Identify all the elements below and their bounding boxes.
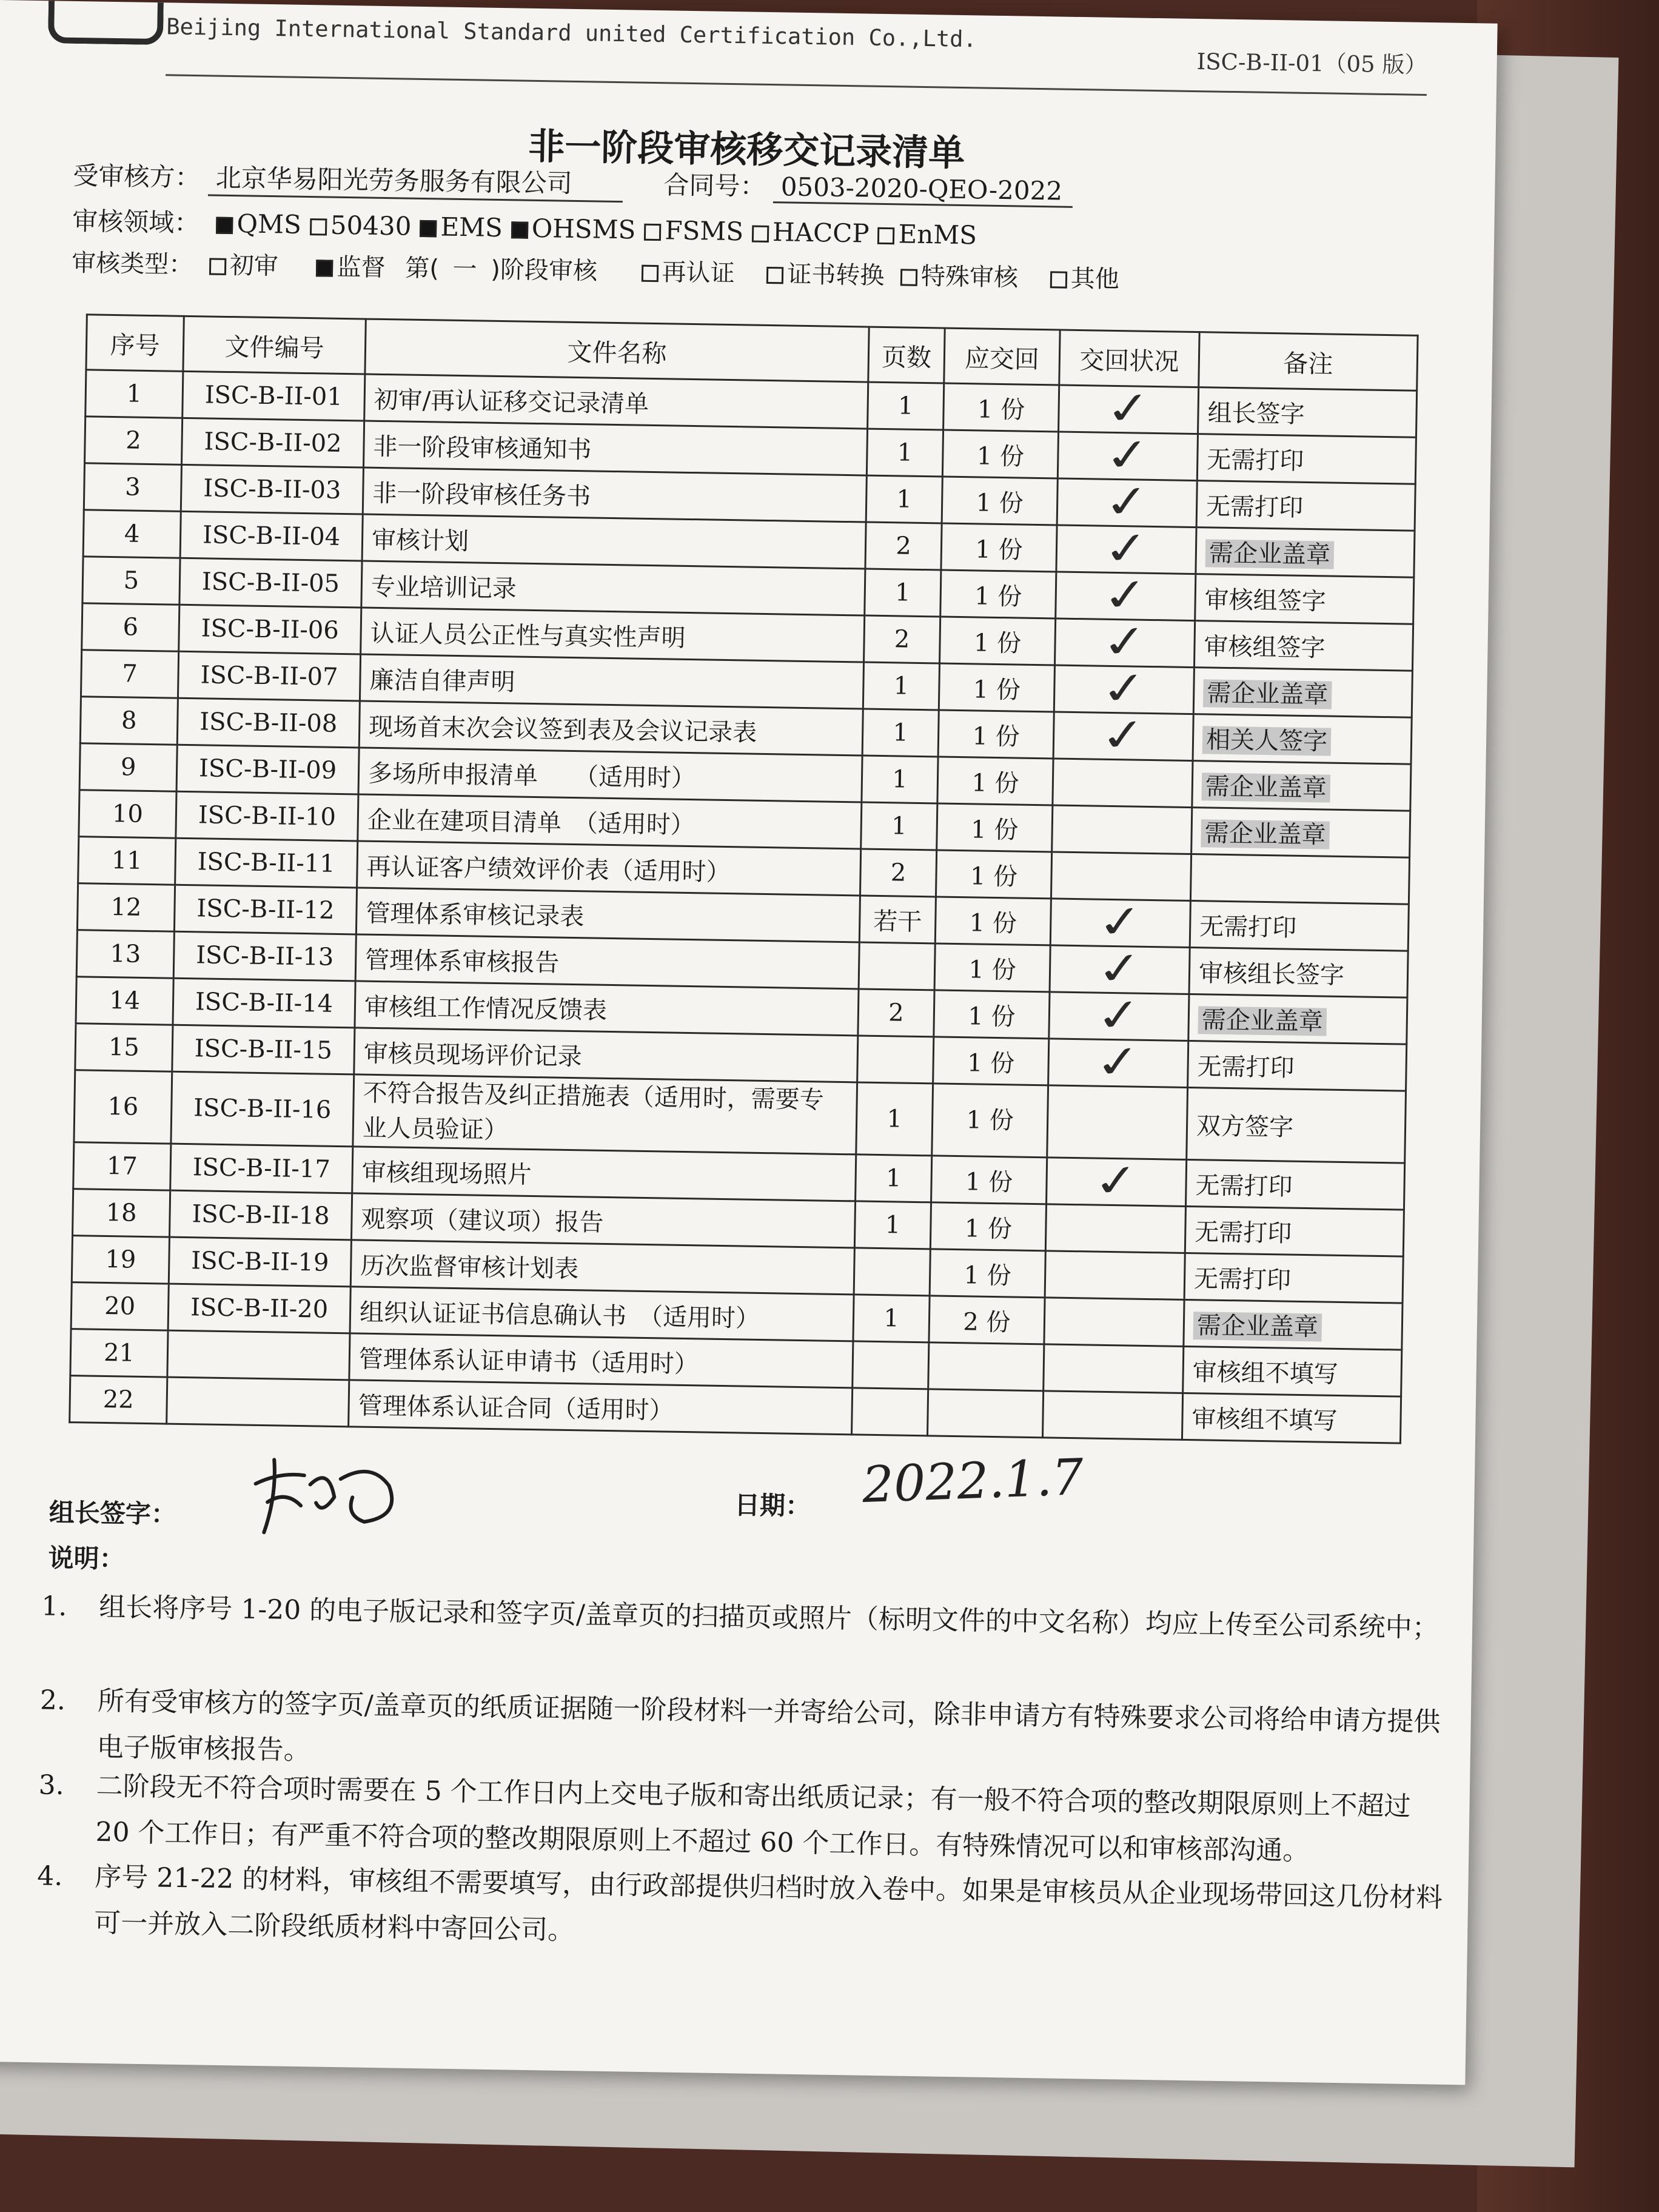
checkmark-icon: ✓ bbox=[1090, 1153, 1143, 1208]
row-name: 非一阶段审核通知书 bbox=[363, 421, 867, 475]
row-due: 1 份 bbox=[932, 1084, 1048, 1158]
row-no: 12 bbox=[77, 883, 175, 932]
row-due: 1 份 bbox=[933, 1037, 1049, 1085]
row-no: 6 bbox=[82, 603, 179, 652]
date-value: 2022.1.7 bbox=[861, 1448, 1085, 1515]
header-divider bbox=[166, 74, 1427, 96]
checkbox-ems bbox=[420, 220, 437, 237]
note-text: 所有受审核方的签字页/盖章页的纸质证据随一阶段材料一并寄给公司，除非申请方有特殊要求公司将给申请方提供电子版审核报告。 bbox=[96, 1685, 1441, 1766]
row-name: 多场所申报清单 （适用时） bbox=[358, 748, 862, 802]
row-due bbox=[928, 1342, 1044, 1391]
row-due: 1 份 bbox=[943, 383, 1059, 432]
row-note-cell bbox=[1184, 1253, 1403, 1303]
row-due: 1 份 bbox=[936, 850, 1051, 899]
note-text: 序号 21-22 的材料，审核组不需要填写，由行政部提供归档时放入卷中。如果是审核员从企业现场带回这几份材料可一并放入二阶段纸质材料中寄回公司。 bbox=[93, 1861, 1443, 1946]
row-note: 需企业盖章 bbox=[1198, 1006, 1327, 1036]
row-code: ISC-B-II-05 bbox=[179, 558, 362, 608]
row-returned bbox=[1047, 1153, 1187, 1208]
row-returned bbox=[1051, 852, 1191, 901]
note-number: 3. bbox=[38, 1769, 65, 1801]
row-pages bbox=[859, 942, 935, 990]
checkbox-fsms bbox=[644, 224, 661, 241]
row-no: 16 bbox=[74, 1070, 172, 1144]
row-due: 1 份 bbox=[937, 803, 1053, 852]
row-pages bbox=[857, 1036, 934, 1084]
checkbox-ohsms bbox=[511, 221, 528, 238]
checkmark-icon: ✓ bbox=[1102, 427, 1154, 483]
row-pages: 1 bbox=[861, 802, 937, 850]
row-name: 审核组现场照片 bbox=[352, 1147, 856, 1201]
row-no: 5 bbox=[82, 557, 180, 605]
contract-value: 0503-2020-QEO-2022 bbox=[773, 172, 1073, 208]
row-due: 1 份 bbox=[938, 710, 1054, 759]
checkmark-icon: ✓ bbox=[1101, 474, 1153, 529]
row-name: 非一阶段审核任务书 bbox=[363, 468, 866, 522]
header-code: 文件编号 bbox=[183, 316, 366, 374]
row-note-cell bbox=[1198, 387, 1417, 438]
audit-fields-line bbox=[72, 201, 977, 252]
row-note: 需企业盖章 bbox=[1201, 819, 1330, 849]
row-note-cell bbox=[1196, 528, 1415, 578]
row-returned bbox=[1045, 1251, 1185, 1300]
field-option-label: OHSMS bbox=[531, 213, 636, 245]
checkmark-icon: ✓ bbox=[1093, 987, 1145, 1043]
checkmark-icon: ✓ bbox=[1099, 614, 1151, 669]
row-due: 2 份 bbox=[929, 1296, 1045, 1344]
checkmark-icon: ✓ bbox=[1099, 567, 1152, 623]
row-note-cell bbox=[1185, 1159, 1404, 1210]
row-name: 不符合报告及纠正措施表（适用时，需要专业人员验证） bbox=[353, 1074, 857, 1155]
row-note-cell bbox=[1190, 854, 1409, 905]
row-note-cell bbox=[1190, 901, 1409, 951]
row-pages: 1 bbox=[856, 1082, 933, 1156]
row-due: 1 份 bbox=[942, 477, 1057, 525]
row-name: 管理体系认证合同（适用时） bbox=[349, 1380, 853, 1435]
row-due: 1 份 bbox=[935, 897, 1051, 945]
row-code bbox=[167, 1330, 350, 1380]
field-option-label: QMS bbox=[236, 209, 302, 240]
header-due: 应交回 bbox=[944, 328, 1060, 385]
row-returned bbox=[1047, 1085, 1188, 1160]
type-special: 特殊审核 bbox=[920, 262, 1019, 292]
row-pages: 1 bbox=[868, 382, 944, 430]
stage-suffix: )阶段审核 bbox=[490, 255, 598, 286]
row-code: ISC-B-II-18 bbox=[169, 1190, 352, 1240]
field-option-label: FSMS bbox=[665, 215, 744, 247]
row-note: 需企业盖章 bbox=[1203, 679, 1332, 709]
checkbox-enms bbox=[877, 227, 894, 244]
row-name: 现场首末次会议签到表及会议记录表 bbox=[359, 701, 863, 756]
stage-value: 一 bbox=[452, 255, 477, 284]
row-code: ISC-B-II-02 bbox=[182, 418, 364, 468]
row-no: 14 bbox=[76, 977, 173, 1025]
row-returned bbox=[1053, 759, 1193, 808]
contract-label: 合同号： bbox=[663, 170, 766, 201]
row-name: 审核计划 bbox=[362, 514, 866, 569]
row-name: 管理体系认证申请书（适用时） bbox=[349, 1333, 853, 1388]
row-code: ISC-B-II-12 bbox=[174, 885, 357, 934]
row-name: 管理体系审核报告 bbox=[355, 934, 859, 989]
row-due bbox=[927, 1389, 1043, 1438]
checkbox-transfer bbox=[766, 267, 783, 284]
row-note: 审核组不填写 bbox=[1191, 1404, 1338, 1435]
row-returned bbox=[1056, 520, 1196, 576]
row-no: 19 bbox=[72, 1236, 169, 1284]
row-pages: 2 bbox=[865, 522, 942, 570]
row-pages bbox=[852, 1388, 928, 1436]
note-number: 1. bbox=[41, 1590, 67, 1623]
row-name: 专业培训记录 bbox=[361, 561, 865, 615]
checkmark-icon: ✓ bbox=[1097, 707, 1150, 763]
checkbox-initial bbox=[209, 258, 226, 275]
row-note: 无需打印 bbox=[1206, 445, 1304, 475]
row-no: 3 bbox=[84, 463, 181, 512]
row-returned bbox=[1044, 1344, 1184, 1393]
company-name-en: Beijing International Standard united Certification Co.,Ltd. bbox=[166, 13, 977, 53]
row-code: ISC-B-II-15 bbox=[172, 1025, 355, 1074]
row-returned bbox=[1049, 987, 1189, 1043]
type-other: 其他 bbox=[1070, 264, 1120, 294]
row-pages: 1 bbox=[862, 709, 939, 757]
row-name: 管理体系审核记录表 bbox=[356, 888, 860, 942]
row-note-cell bbox=[1195, 574, 1414, 625]
row-returned bbox=[1052, 805, 1192, 854]
auditee-label: 受审核方： bbox=[73, 160, 201, 193]
row-returned bbox=[1050, 894, 1190, 950]
audit-fields-label: 审核领域： bbox=[72, 206, 200, 238]
document-title: 非一阶段审核移交记录清单 bbox=[528, 125, 965, 175]
row-pages bbox=[853, 1341, 929, 1389]
row-name: 审核组工作情况反馈表 bbox=[355, 981, 859, 1036]
row-note-cell bbox=[1187, 1087, 1406, 1163]
row-code: ISC-B-II-17 bbox=[170, 1144, 353, 1193]
row-note-cell bbox=[1188, 1041, 1407, 1091]
row-note: 审核组不填写 bbox=[1192, 1358, 1339, 1389]
checkbox-surveillance bbox=[316, 260, 333, 276]
row-due: 1 份 bbox=[937, 757, 1053, 805]
row-pages: 1 bbox=[856, 1155, 932, 1202]
row-returned bbox=[1044, 1298, 1184, 1347]
row-note: 无需打印 bbox=[1205, 492, 1304, 522]
note-text: 组长将序号 1-20 的电子版记录和签字页/盖章页的扫描页或照片（标明文件的中文名称）均应上传至公司系统中； bbox=[98, 1591, 1439, 1644]
row-name: 审核员现场评价记录 bbox=[354, 1028, 858, 1082]
checkbox-recert bbox=[641, 265, 658, 282]
checkmark-icon: ✓ bbox=[1092, 1034, 1145, 1090]
row-no: 10 bbox=[79, 790, 176, 839]
row-pages: 2 bbox=[860, 849, 936, 897]
row-name: 再认证客户绩效评价表（适用时） bbox=[357, 841, 861, 896]
type-recert: 再认证 bbox=[662, 258, 735, 288]
row-no: 11 bbox=[78, 837, 176, 885]
row-note: 需企业盖章 bbox=[1205, 539, 1335, 569]
row-no: 17 bbox=[73, 1142, 171, 1191]
row-no: 20 bbox=[71, 1282, 169, 1331]
row-no: 9 bbox=[79, 743, 177, 792]
auditee-value: 北京华易阳光劳务服务有限公司 bbox=[208, 158, 623, 203]
row-code: ISC-B-II-16 bbox=[171, 1071, 354, 1147]
date-label: 日期： bbox=[734, 1490, 811, 1521]
row-note-cell bbox=[1192, 761, 1411, 811]
row-name: 认证人员公正性与真实性声明 bbox=[361, 608, 865, 662]
field-option-label: HACCP bbox=[772, 217, 870, 249]
row-pages: 1 bbox=[866, 475, 942, 523]
row-no: 4 bbox=[83, 510, 181, 558]
header-note: 备注 bbox=[1199, 332, 1418, 391]
row-no: 15 bbox=[75, 1024, 173, 1072]
row-no: 18 bbox=[73, 1189, 170, 1238]
row-name: 廉洁自律声明 bbox=[360, 654, 863, 709]
checkmark-icon: ✓ bbox=[1100, 520, 1153, 576]
row-code: ISC-B-II-01 bbox=[183, 371, 365, 421]
row-no: 2 bbox=[85, 417, 183, 465]
row-note: 需企业盖章 bbox=[1202, 773, 1331, 802]
row-note: 组长签字 bbox=[1207, 398, 1305, 429]
row-code: ISC-B-II-03 bbox=[181, 464, 363, 514]
row-note-cell bbox=[1182, 1393, 1401, 1443]
header-pages: 页数 bbox=[868, 327, 945, 383]
row-due: 1 份 bbox=[930, 1202, 1046, 1251]
row-code: ISC-B-II-14 bbox=[173, 978, 355, 1028]
company-logo-icon bbox=[48, 1, 164, 45]
row-no: 8 bbox=[80, 697, 178, 745]
row-code: ISC-B-II-07 bbox=[178, 651, 360, 701]
row-no: 22 bbox=[70, 1376, 167, 1424]
row-note: 无需打印 bbox=[1193, 1264, 1292, 1295]
row-note-cell bbox=[1191, 808, 1410, 858]
row-pages: 1 bbox=[862, 756, 938, 803]
row-returned bbox=[1059, 380, 1199, 436]
row-code: ISC-B-II-10 bbox=[176, 791, 358, 841]
row-note: 审核组签字 bbox=[1204, 632, 1326, 662]
row-pages: 1 bbox=[865, 569, 941, 617]
checkbox-qms bbox=[216, 217, 233, 234]
row-returned bbox=[1057, 427, 1198, 483]
row-code: ISC-B-II-08 bbox=[177, 698, 360, 748]
checkmark-icon: ✓ bbox=[1094, 894, 1147, 950]
row-name: 企业在建项目清单 （适用时） bbox=[358, 794, 862, 849]
form-code: ISC-B-II-01（05 版） bbox=[1196, 49, 1427, 78]
row-returned bbox=[1048, 1034, 1188, 1090]
row-name: 历次监督审核计划表 bbox=[350, 1240, 854, 1295]
row-pages: 1 bbox=[866, 429, 943, 477]
row-due: 1 份 bbox=[942, 430, 1058, 478]
row-name: 初审/再认证移交记录清单 bbox=[364, 374, 868, 429]
audit-fields-options bbox=[207, 208, 977, 250]
row-due: 1 份 bbox=[940, 570, 1056, 618]
field-option-label: EMS bbox=[440, 212, 503, 243]
field-option-label: EnMS bbox=[898, 219, 977, 250]
note-number: 4. bbox=[37, 1860, 63, 1892]
row-due: 1 份 bbox=[934, 990, 1050, 1039]
row-code: ISC-B-II-13 bbox=[173, 931, 356, 981]
row-pages bbox=[854, 1248, 930, 1296]
row-returned bbox=[1054, 660, 1194, 716]
row-note: 无需打印 bbox=[1195, 1171, 1293, 1201]
row-due: 1 份 bbox=[931, 1156, 1047, 1204]
transfer-record-table bbox=[69, 313, 1418, 1444]
row-note: 相关人签字 bbox=[1202, 726, 1332, 756]
row-note: 无需打印 bbox=[1199, 912, 1297, 942]
header-returned: 交回状况 bbox=[1059, 330, 1199, 387]
row-due: 1 份 bbox=[941, 523, 1057, 572]
checkbox-50430 bbox=[310, 218, 327, 235]
row-returned bbox=[1050, 940, 1190, 996]
checkbox-haccp bbox=[752, 226, 769, 243]
row-note: 需企业盖章 bbox=[1193, 1312, 1322, 1341]
row-name: 组织认证证书信息确认书 （适用时） bbox=[350, 1287, 854, 1341]
row-pages: 若干 bbox=[859, 896, 936, 943]
row-returned bbox=[1054, 614, 1195, 669]
row-note: 审核组签字 bbox=[1204, 585, 1327, 615]
row-note: 审核组长签字 bbox=[1198, 959, 1345, 990]
type-surveillance: 监督 bbox=[337, 253, 386, 283]
row-code bbox=[167, 1377, 349, 1427]
row-due: 1 份 bbox=[930, 1249, 1045, 1298]
table-body bbox=[70, 370, 1417, 1443]
row-name: 观察项（建议项）报告 bbox=[351, 1193, 855, 1248]
row-pages: 1 bbox=[853, 1295, 930, 1342]
row-note-cell bbox=[1194, 621, 1413, 671]
row-pages: 1 bbox=[863, 662, 939, 710]
row-note-cell bbox=[1196, 481, 1415, 531]
note-text: 二阶段无不符合项时需要在 5 个工作日内上交电子版和寄出纸质记录；有一般不符合项的整改期限原则上不超过 20 个工作日；有严重不符合项的整改期限原则上不超过 60 个工作日。有特殊情况可以和审核部沟通。 bbox=[95, 1770, 1411, 1867]
notes-title: 说明： bbox=[48, 1543, 126, 1574]
row-note: 无需打印 bbox=[1194, 1218, 1292, 1248]
row-note-cell bbox=[1184, 1299, 1403, 1350]
row-note: 无需打印 bbox=[1197, 1052, 1295, 1082]
type-transfer: 证书转换 bbox=[786, 260, 885, 290]
row-returned bbox=[1057, 474, 1197, 529]
field-option-label: 50430 bbox=[330, 210, 412, 241]
row-code: ISC-B-II-20 bbox=[168, 1284, 350, 1333]
checkmark-icon: ✓ bbox=[1102, 380, 1155, 436]
handwritten-signature bbox=[243, 1447, 414, 1541]
note-item bbox=[41, 1583, 1449, 1651]
row-no: 21 bbox=[70, 1329, 168, 1378]
row-no: 7 bbox=[81, 650, 178, 699]
row-code: ISC-B-II-04 bbox=[180, 511, 363, 561]
signature-label: 组长签字： bbox=[49, 1497, 177, 1529]
row-code: ISC-B-II-11 bbox=[175, 838, 358, 888]
row-pages: 1 bbox=[854, 1201, 931, 1249]
checkbox-special bbox=[900, 269, 917, 286]
audit-type-label: 审核类型： bbox=[71, 249, 193, 280]
row-pages: 2 bbox=[864, 615, 940, 663]
row-code: ISC-B-II-19 bbox=[169, 1237, 351, 1287]
row-returned bbox=[1045, 1204, 1185, 1253]
checkmark-icon: ✓ bbox=[1093, 940, 1146, 996]
row-returned bbox=[1053, 707, 1193, 763]
row-due: 1 份 bbox=[939, 663, 1054, 712]
stage-prefix: 第( bbox=[404, 254, 440, 283]
row-code: ISC-B-II-06 bbox=[179, 605, 361, 654]
row-note-cell bbox=[1188, 994, 1407, 1045]
row-note-cell bbox=[1193, 668, 1412, 718]
checkbox-other bbox=[1050, 271, 1067, 288]
row-pages: 2 bbox=[858, 989, 934, 1037]
row-note-cell bbox=[1193, 714, 1412, 765]
row-note-cell bbox=[1189, 948, 1408, 998]
row-returned bbox=[1042, 1391, 1182, 1440]
row-returned bbox=[1056, 567, 1196, 623]
header-no: 序号 bbox=[86, 315, 184, 372]
row-due: 1 份 bbox=[940, 617, 1056, 665]
row-due: 1 份 bbox=[934, 943, 1050, 992]
row-no: 13 bbox=[76, 930, 174, 979]
row-note-cell bbox=[1185, 1206, 1404, 1256]
row-no: 1 bbox=[85, 370, 183, 418]
header-name: 文件名称 bbox=[365, 319, 869, 382]
row-note-cell bbox=[1183, 1346, 1402, 1396]
row-note-cell bbox=[1197, 434, 1416, 484]
checkmark-icon: ✓ bbox=[1098, 660, 1150, 716]
row-code: ISC-B-II-09 bbox=[176, 745, 359, 794]
row-note: 双方签字 bbox=[1196, 1111, 1294, 1142]
type-initial: 初审 bbox=[229, 252, 279, 281]
note-number: 2. bbox=[39, 1684, 66, 1717]
